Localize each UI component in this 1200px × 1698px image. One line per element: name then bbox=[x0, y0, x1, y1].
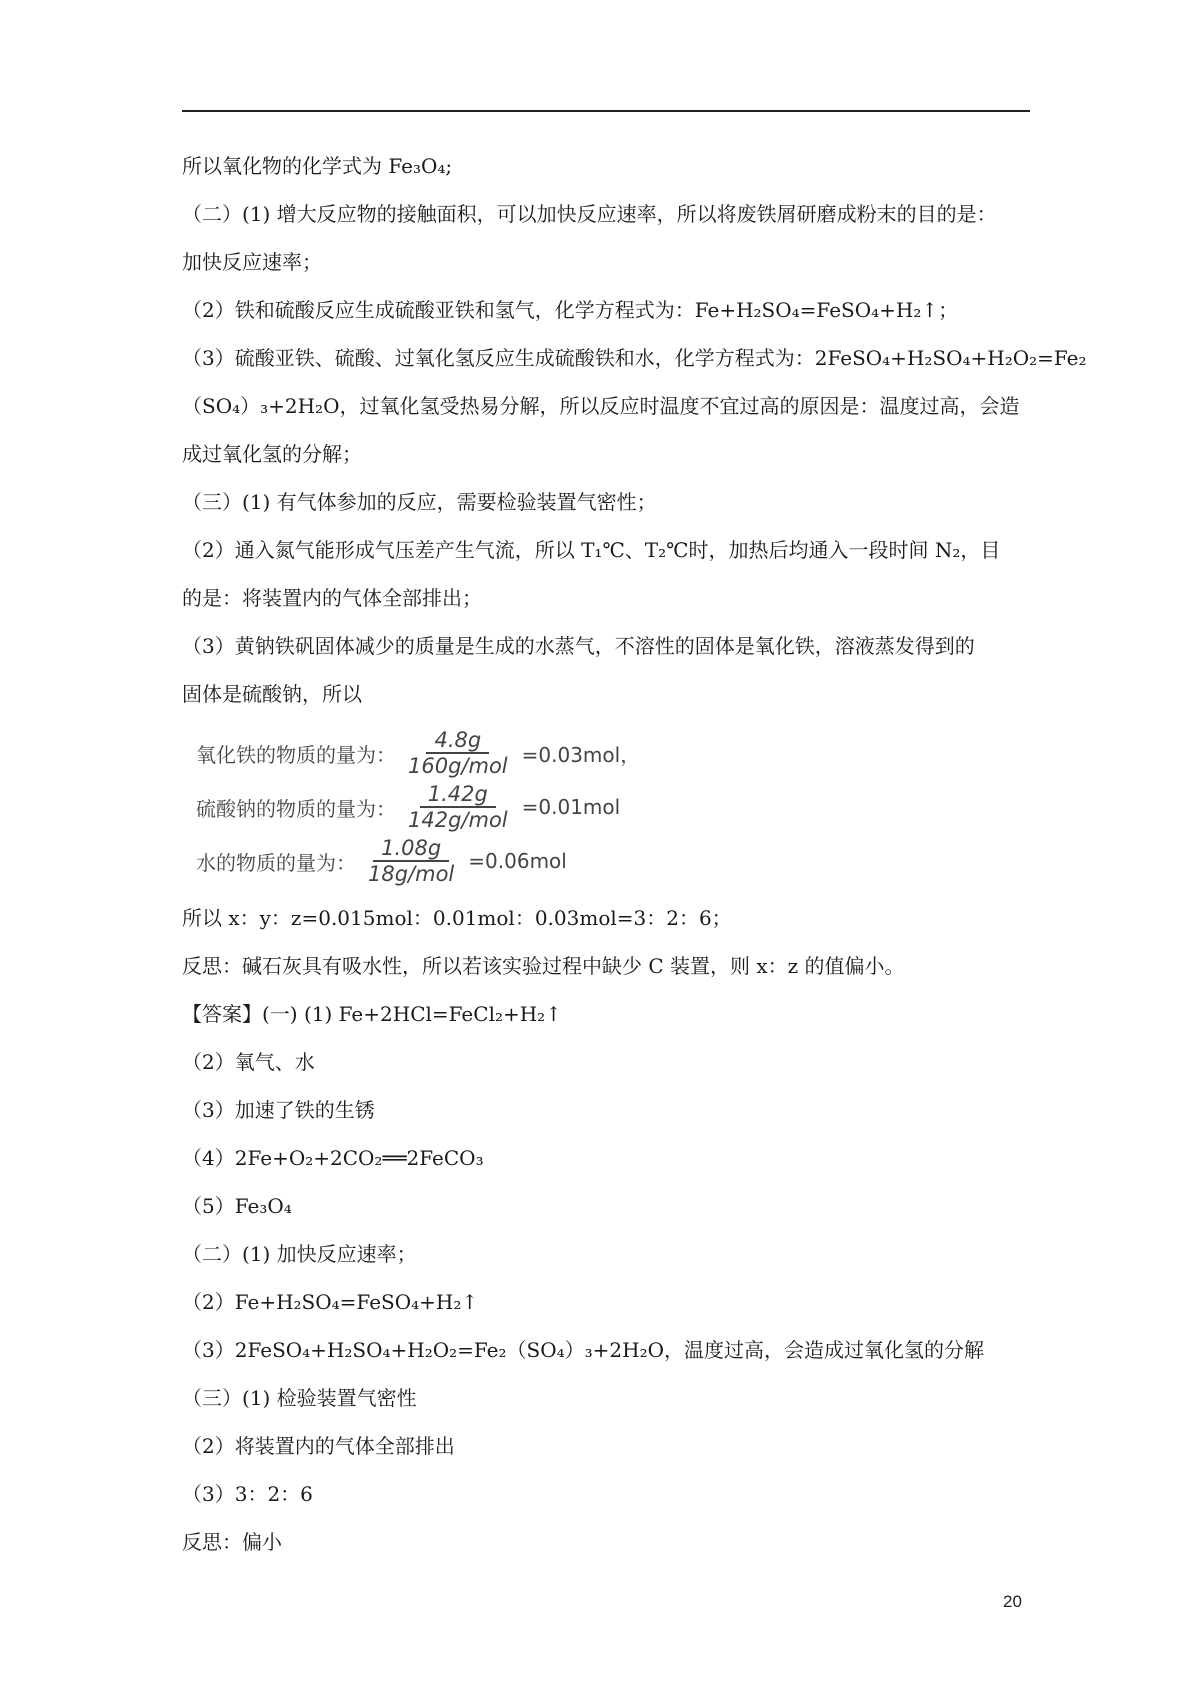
text-line: （3）硫酸亚铁、硫酸、过氧化氢反应生成硫酸铁和水，化学方程式为：2FeSO₄+H₂SO₄+H₂O₂=Fe₂ bbox=[182, 346, 1087, 370]
paragraph-bottom bbox=[182, 894, 1032, 1566]
fraction-denominator: 142g/mol bbox=[408, 808, 508, 832]
answer-line: （2）将装置内的气体全部排出 bbox=[182, 1434, 455, 1458]
page-number: 20 bbox=[1003, 1592, 1022, 1611]
fraction-denominator: 160g/mol bbox=[408, 754, 508, 778]
answer-line: （4）2Fe+O₂+2CO₂══2FeCO₃ bbox=[182, 1146, 484, 1170]
formula-result: =0.03mol， bbox=[521, 742, 641, 767]
text-line: 所以氧化物的化学式为 Fe₃O₄; bbox=[182, 154, 453, 178]
formula-label: 水的物质的量为： bbox=[196, 850, 356, 875]
text-line: （SO₄）₃+2H₂O，过氧化氢受热易分解，所以反应时温度不宜过高的原因是：温度过高，会造 bbox=[182, 394, 1020, 418]
header-rule bbox=[182, 110, 1030, 112]
text-line: 加快反应速率； bbox=[182, 250, 322, 274]
answer-line: （3）3：2：6 bbox=[182, 1482, 313, 1506]
fraction-numerator: 1.42g bbox=[420, 782, 496, 808]
formula-label: 硫酸钠的物质的量为： bbox=[196, 796, 396, 821]
fraction bbox=[400, 782, 516, 832]
text-line: 反思：碱石灰具有吸水性，所以若该实验过程中缺少 C 装置，则 x：z 的值偏小。 bbox=[182, 954, 905, 978]
answer-line: （三）(1) 检验装置气密性 bbox=[182, 1386, 417, 1410]
fraction bbox=[360, 836, 462, 886]
text-line: （二）(1) 增大反应物的接触面积，可以加快反应速率，所以将废铁屑研磨成粉末的目的是： bbox=[182, 202, 997, 226]
text-line: 成过氧化氢的分解； bbox=[182, 442, 362, 466]
answer-line: （2）氧气、水 bbox=[182, 1050, 315, 1074]
text-line: （3）黄钠铁矾固体减少的质量是生成的水蒸气，不溶性的固体是氧化铁，溶液蒸发得到的 bbox=[182, 634, 975, 658]
formula-row-iron-oxide bbox=[196, 726, 1032, 780]
paragraph-top bbox=[182, 142, 1087, 718]
answer-line: （二）(1) 加快反应速率； bbox=[182, 1242, 417, 1266]
document-body bbox=[182, 142, 1087, 1566]
formula-image-block bbox=[182, 726, 1032, 888]
formula-result: =0.06mol bbox=[468, 849, 567, 873]
answer-line: （3）加速了铁的生锈 bbox=[182, 1098, 375, 1122]
formula-label: 氧化铁的物质的量为： bbox=[196, 742, 396, 767]
text-line: （2）通入氮气能形成气压差产生气流，所以 T₁℃、T₂℃时，加热后均通入一段时间 N₂，目 bbox=[182, 538, 1001, 562]
fraction bbox=[400, 728, 516, 778]
formula-result: =0.01mol bbox=[521, 795, 621, 819]
fraction-numerator: 1.08g bbox=[373, 836, 449, 862]
formula-row-water bbox=[196, 834, 1032, 888]
text-line: （三）(1) 有气体参加的反应，需要检验装置气密性； bbox=[182, 490, 657, 514]
text-line: 所以 x：y：z=0.015mol：0.01mol：0.03mol=3：2：6； bbox=[182, 906, 732, 930]
text-line: 固体是硫酸钠，所以 bbox=[182, 682, 362, 706]
text-line: （2）铁和硫酸反应生成硫酸亚铁和氢气，化学方程式为：Fe+H₂SO₄=FeSO₄+H₂↑； bbox=[182, 298, 959, 322]
answer-line: 反思：偏小 bbox=[182, 1530, 282, 1554]
answer-line: （3）2FeSO₄+H₂SO₄+H₂O₂=Fe₂（SO₄）₃+2H₂O，温度过高，会造成过氧化氢的分解 bbox=[182, 1338, 985, 1362]
text-line: 的是：将装置内的气体全部排出； bbox=[182, 586, 482, 610]
fraction-denominator: 18g/mol bbox=[368, 862, 455, 886]
answer-line: （5）Fe₃O₄ bbox=[182, 1194, 292, 1218]
formula-row-sodium-sulfate bbox=[196, 780, 1032, 834]
answer-line: （2）Fe+H₂SO₄=FeSO₄+H₂↑ bbox=[182, 1290, 479, 1314]
answer-heading: 【答案】(一) (1) Fe+2HCl=FeCl₂+H₂↑ bbox=[182, 1002, 562, 1026]
fraction-numerator: 4.8g bbox=[426, 728, 489, 754]
